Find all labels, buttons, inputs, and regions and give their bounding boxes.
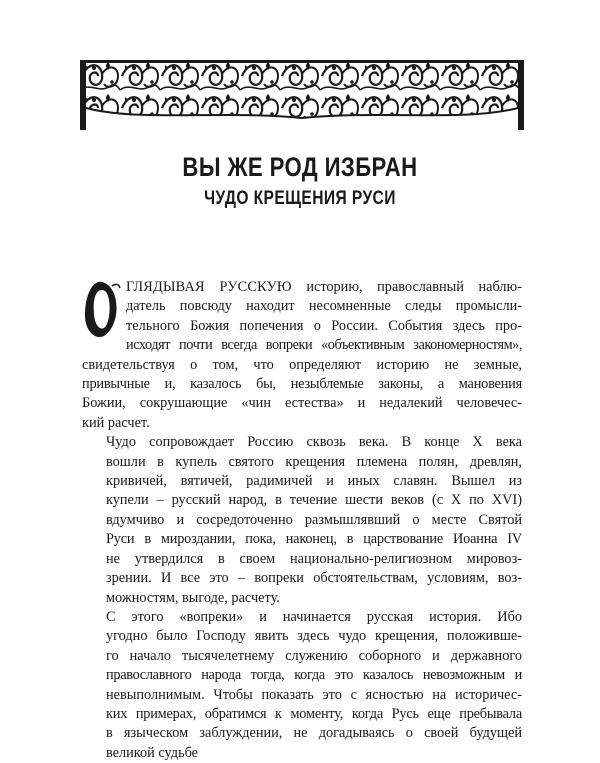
chapter-subtitle: ЧУДО КРЕЩЕНИЯ РУСИ bbox=[204, 188, 396, 209]
chapter-title: ВЫ ЖЕ РОД ИЗБРАН bbox=[182, 152, 418, 182]
text-line: кий расчет. bbox=[82, 414, 150, 431]
text-line: ГЛЯДЫВАЯ РУССКУЮ историю, православный наблю- bbox=[126, 279, 522, 295]
text-line: исходят почти всегда вопреки «объективным закономерностям», bbox=[126, 337, 522, 354]
text-line: не утвердился в своем национально-религиозном мировоз- bbox=[106, 550, 522, 567]
text-line: вошли в купель святого крещения племена полян, древлян, bbox=[106, 453, 522, 470]
drop-cap-o-icon bbox=[82, 280, 122, 338]
text-line: купели – русский народ, в течение шести веков (с X по XVI) bbox=[106, 492, 522, 509]
text-line: ких примерах, обратимся к моменту, когда Русь еще пребывала bbox=[106, 705, 522, 722]
text-line: С этого «вопреки» и начинается русская история. Ибо bbox=[106, 608, 522, 625]
drop-cap bbox=[82, 280, 122, 338]
text-line: великой судьбе bbox=[106, 744, 199, 761]
text-line: тельного Божия попечения о России. События здесь про- bbox=[126, 317, 522, 334]
text-line: датель повсюду находит несомненные следы промысли- bbox=[126, 298, 522, 315]
text-line: свидетельствуя о том, что определяют историю не земные, bbox=[82, 356, 522, 373]
text-line: го начало тысячелетнему служению соборного и державного bbox=[106, 647, 522, 664]
text-line: Руси в мироздании, пока, наконец, в царствование Иоанна IV bbox=[106, 531, 522, 548]
text-line: привычные и, казалось бы, незыблемые законы, а мановения bbox=[82, 376, 522, 393]
text-line: Божии, сокрушающие «чин естества» и недалекий человечес- bbox=[82, 395, 522, 412]
ornamental-headpiece bbox=[80, 60, 524, 130]
text-line: можностям, выгоде, расчету. bbox=[106, 589, 280, 606]
paragraph-3 bbox=[82, 608, 522, 763]
text-line: вдумчиво и сосредоточенно размышлявший о месте Святой bbox=[106, 511, 522, 528]
paragraph-2 bbox=[82, 433, 522, 608]
body-text bbox=[82, 278, 522, 763]
paragraph-1 bbox=[82, 278, 522, 433]
text-line: православного народа тогда, когда это казалось невозможным и bbox=[106, 667, 522, 684]
text-line: зрении. И все это – вопреки обстоятельствам, условиям, воз- bbox=[106, 570, 522, 587]
text-line: угодно было Господу явить здесь чудо крещения, положивше- bbox=[106, 628, 522, 645]
text-line: кривичей, вятичей, радимичей и иных славян. Вышел из bbox=[106, 473, 522, 490]
text-line: невыполнимым. Чтобы показать это с ясностью на историчес- bbox=[106, 686, 522, 703]
floral-ornament-icon bbox=[80, 60, 524, 130]
text-line: Чудо сопровождает Россию сквозь века. В конце X века bbox=[106, 434, 522, 451]
text-line: в языческом заблуждении, не догадываясь о своей будущей bbox=[106, 725, 522, 742]
